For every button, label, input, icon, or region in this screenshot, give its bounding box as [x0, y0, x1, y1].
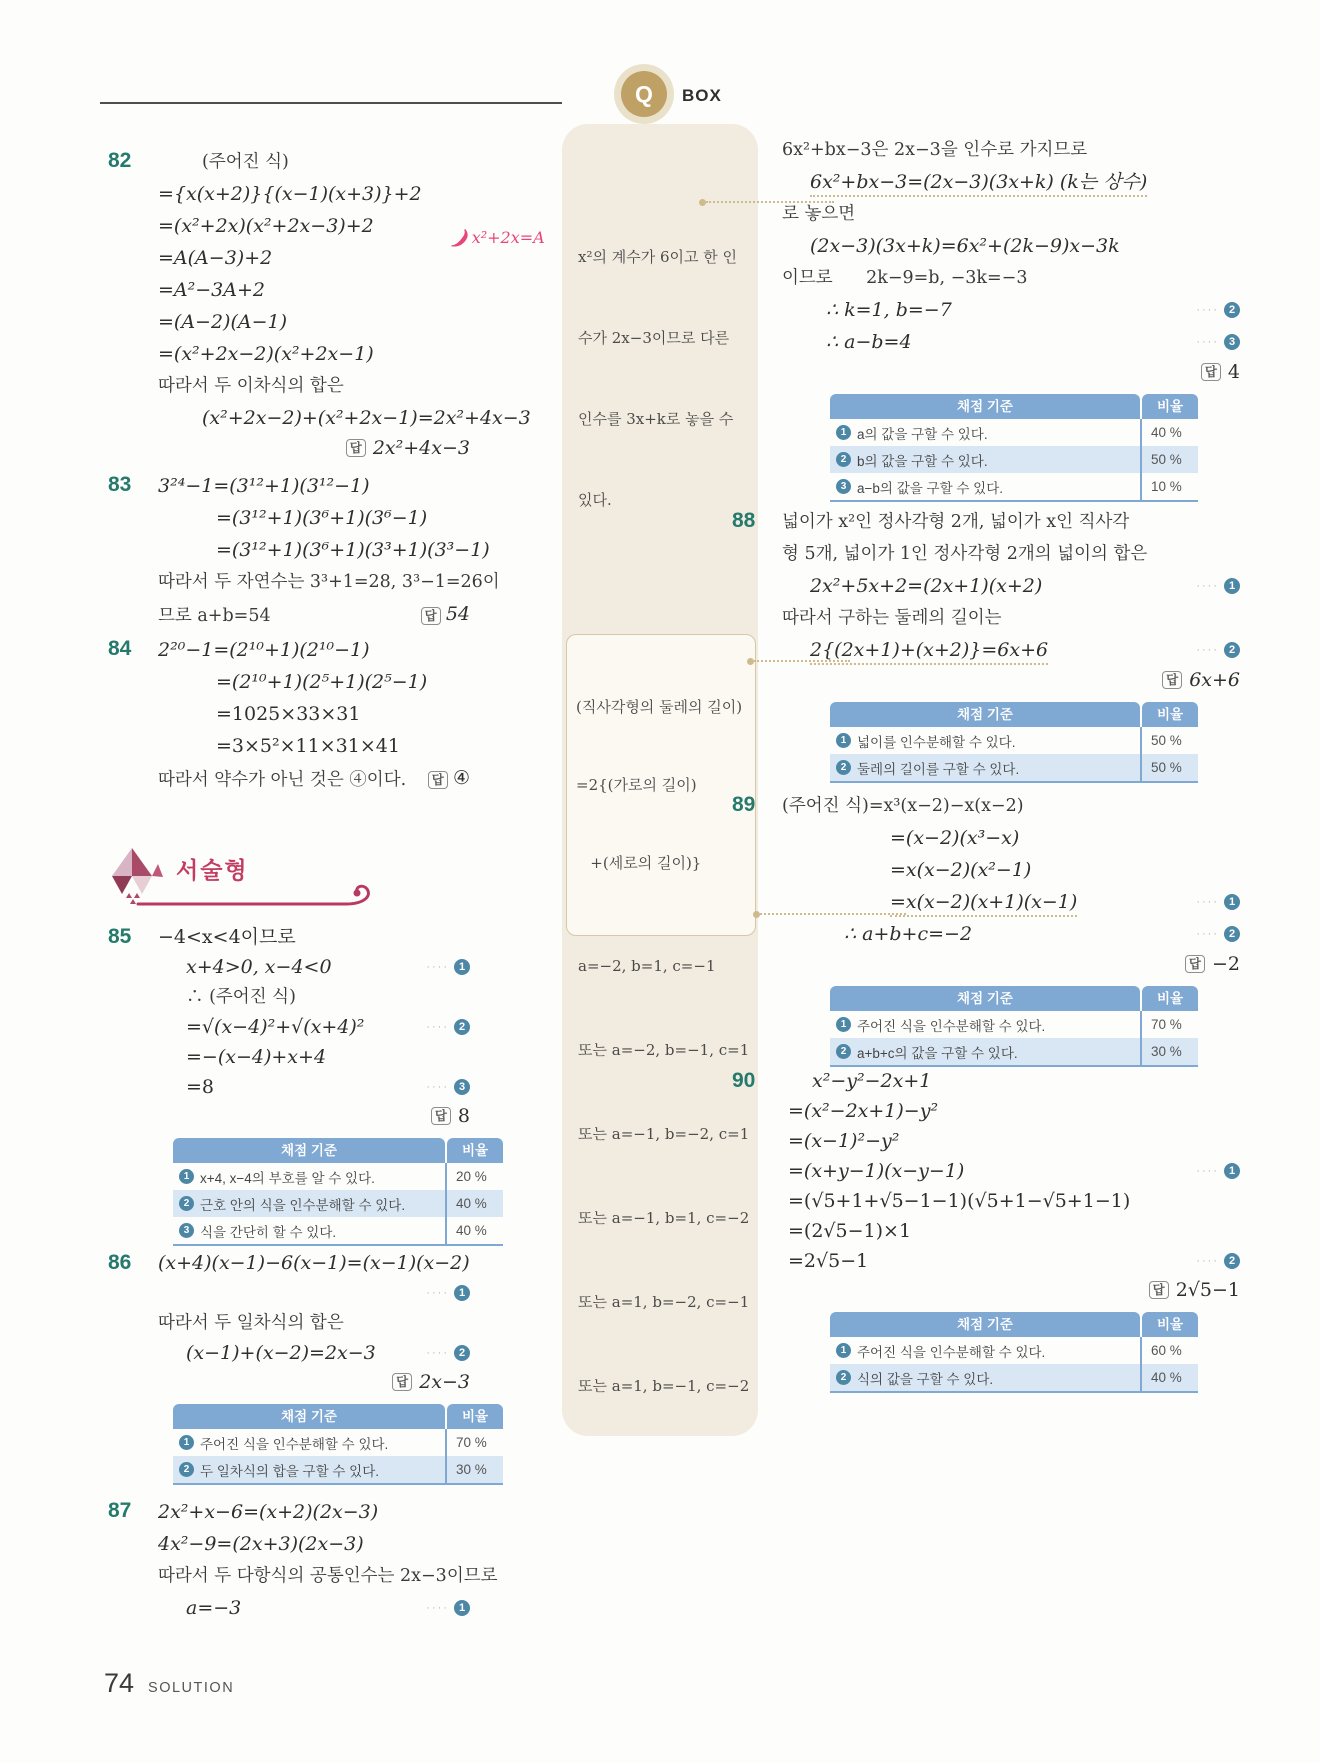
ratio-value: 40 %	[456, 1223, 487, 1238]
step-number-icon: 1	[1224, 1163, 1240, 1179]
solution-line: 넓이가 x²인 정사각형 2개, 넓이가 x인 직사각	[782, 512, 1130, 532]
solution-line: 2x²+5x+2=(2x+1)(x+2) ···· 1	[782, 570, 1240, 602]
rubric-row	[173, 1456, 503, 1485]
solution-line: ∴ a−b=4 ···· 3	[782, 326, 1240, 358]
substitution-note: )x²+2x=A	[451, 223, 545, 254]
solution-line: =8 ···· 3	[158, 1072, 470, 1102]
solution-line: =(x²+2x)(x²+2x−3)+2	[158, 215, 374, 237]
step-marker: ···· 3	[426, 1072, 470, 1102]
solution-line: 따라서 두 이차식의 합은	[158, 376, 344, 396]
criterion-text: 주어진 식을 인수분해할 수 있다.	[857, 1018, 1046, 1034]
criterion-text: 주어진 식을 인수분해할 수 있다.	[200, 1436, 389, 1452]
solution-line: (2x−3)(3x+k)=6x²+(2k−9)x−3k	[810, 235, 1120, 257]
step-number-icon: 1	[454, 959, 470, 975]
rubric-row	[173, 1217, 503, 1246]
answer-badge: 답	[346, 439, 366, 457]
answer-value: 2x−3	[419, 1371, 470, 1393]
solution-line: =(x+y−1)(x−y−1) ···· 1	[782, 1156, 1240, 1186]
solution-line	[158, 1278, 470, 1308]
criterion-number-icon: 1	[836, 1017, 851, 1032]
rubric-table	[830, 394, 1198, 502]
criterion-number-icon: 1	[836, 1343, 851, 1358]
step-number-icon: 1	[454, 1285, 470, 1301]
answer-badge: 답	[1201, 363, 1221, 381]
ratio-value: 40 %	[1151, 1370, 1182, 1385]
criterion-text: 두 일차식의 합을 구할 수 있다.	[200, 1463, 379, 1479]
solution-line: =√(x−4)²+√(x+4)² ···· 2	[158, 1012, 470, 1042]
rubric-header-row	[830, 394, 1198, 419]
ratio-value: 30 %	[456, 1462, 487, 1477]
solution-line: =x(x−2)(x+1)(x−1) ···· 1	[782, 886, 1240, 918]
step-marker: ···· 2	[426, 1012, 470, 1042]
answer-value: 8	[457, 1105, 470, 1127]
criterion-number-icon: 2	[836, 760, 851, 775]
answer-value: 6x+6	[1189, 669, 1240, 691]
solution-line: =1025×33×31	[216, 703, 361, 725]
answer-badge: 답	[1162, 671, 1182, 689]
step-number-icon: 1	[454, 1600, 470, 1616]
rubric-ratio-header: 비율	[447, 1138, 503, 1163]
criterion-number-icon: 2	[836, 1370, 851, 1385]
problem-number: 89	[732, 793, 756, 816]
criterion-text: a+b+c의 값을 구할 수 있다.	[857, 1045, 1018, 1061]
answer-value: −2	[1211, 953, 1240, 975]
solution-line: =(√5+1+√5−1−1)(√5+1−√5+1−1)	[788, 1190, 1131, 1212]
solution-line: =(x²−2x+1)−y²	[788, 1100, 939, 1122]
problem-number: 83	[108, 473, 132, 496]
step-marker: ···· 2	[426, 1338, 470, 1368]
ratio-value: 40 %	[456, 1196, 487, 1211]
criterion-text: 주어진 식을 인수분해할 수 있다.	[857, 1344, 1046, 1360]
rubric-row	[830, 727, 1198, 754]
step-number-icon: 2	[1224, 302, 1240, 318]
solution-line: =3×5²×11×31×41	[216, 735, 400, 757]
page-number: 74	[104, 1668, 135, 1698]
answer-badge: 답	[431, 1107, 451, 1125]
rubric-ratio-header: 비율	[447, 1404, 503, 1429]
problem-number: 86	[108, 1251, 132, 1274]
ratio-value: 10 %	[1151, 479, 1182, 494]
criterion-text: b의 값을 구할 수 있다.	[857, 453, 988, 469]
step-marker: ···· 2	[1196, 918, 1240, 950]
essay-label: 서술형	[176, 857, 249, 883]
solution-line: 따라서 두 자연수는 3³+1=28, 3³−1=26이	[158, 572, 500, 592]
answer-line	[782, 666, 1240, 694]
step-marker: ···· 2	[1196, 294, 1240, 326]
solution-line: ∴ k=1, b=−7 ···· 2	[782, 294, 1240, 326]
solution-line: =(A−2)(A−1)	[158, 311, 288, 333]
answer-value: 54	[445, 603, 470, 625]
step-number-icon: 1	[1224, 894, 1240, 910]
problem-83	[108, 470, 500, 630]
solution-line: (x²+2x−2)+(x²+2x−1)=2x²+4x−3	[202, 407, 531, 429]
solution-line: a=−3 ···· 1	[158, 1592, 470, 1624]
criterion-number-icon: 1	[179, 1169, 194, 1184]
criterion-number-icon: 2	[179, 1462, 194, 1477]
solution-line: =(3¹²+1)(3⁶+1)(3³+1)(3³−1)	[216, 539, 490, 561]
answer-badge: 답	[428, 771, 448, 789]
rubric-row	[830, 446, 1198, 473]
problem-number: 85	[108, 925, 132, 948]
rubric-table	[173, 1404, 503, 1485]
solution-line: =x(x−2)(x²−1)	[890, 859, 1032, 881]
solution-line: ∴ a+b+c=−2 ···· 2	[782, 918, 1240, 950]
solution-line: (주어진 식)=x³(x−2)−x(x−2)	[782, 796, 1024, 816]
solution-line: =2√5−1 ···· 2	[782, 1246, 1240, 1276]
footer-label: SOLUTION	[148, 1680, 235, 1696]
problem-89	[732, 790, 1240, 1067]
qbox-icon	[614, 64, 674, 124]
solution-line: =(x−2)(x³−x)	[890, 827, 1020, 849]
step-number-icon: 2	[1224, 1253, 1240, 1269]
rubric-header-row	[830, 1312, 1198, 1337]
rubric-criteria-header: 채점 기준	[830, 986, 1140, 1011]
step-number-icon: 2	[1224, 926, 1240, 942]
qbox-note-factor-hint: x²의 계수가 6이고 한 인 수가 2x−3이므로 다른 인수를 3x+k로 놓을 수 있다.	[578, 248, 738, 509]
step-number-icon: 3	[1224, 334, 1240, 350]
step-marker: ···· 2	[1196, 634, 1240, 666]
rubric-ratio-header: 비율	[1142, 394, 1198, 419]
solution-line: ={x(x+2)}{(x−1)(x+3)}+2	[158, 183, 422, 205]
ratio-value: 70 %	[456, 1435, 487, 1450]
ratio-value: 40 %	[1151, 425, 1182, 440]
step-number-icon: 2	[454, 1019, 470, 1035]
problem-85	[108, 922, 489, 1246]
solution-line: 따라서 두 다항식의 공통인수는 2x−3이므로	[158, 1566, 498, 1586]
problem-number: 90	[732, 1069, 756, 1092]
answer-line	[158, 434, 470, 462]
ratio-value: 50 %	[1151, 760, 1182, 775]
solution-line: 따라서 두 일차식의 합은	[158, 1313, 344, 1333]
solution-line: (주어진 식)	[202, 152, 289, 172]
problem-86	[108, 1248, 489, 1485]
rubric-header-row	[173, 1404, 503, 1429]
answer-value: ④	[452, 767, 470, 789]
solution-line-with-answer: 므로 a+b=54 답 54	[158, 603, 470, 626]
rubric-header-row	[830, 986, 1198, 1011]
step-number-icon: 2	[454, 1345, 470, 1361]
solution-line: 2²⁰−1=(2¹⁰+1)(2¹⁰−1)	[158, 639, 370, 661]
solution-line: =−(x−4)+x+4	[186, 1046, 327, 1068]
step-number-icon: 3	[454, 1079, 470, 1095]
step-number-icon: 2	[1224, 642, 1240, 658]
solution-line: (x−1)+(x−2)=2x−3 ···· 2	[158, 1338, 470, 1368]
rubric-criteria-header: 채점 기준	[830, 394, 1140, 419]
rubric-ratio-header: 비율	[1142, 986, 1198, 1011]
rubric-criteria-header: 채점 기준	[173, 1404, 445, 1429]
solution-line: 형 5개, 넓이가 1인 정사각형 2개의 넓이의 합은	[782, 544, 1148, 564]
rubric-table	[830, 702, 1198, 783]
rubric-table	[830, 1312, 1198, 1393]
rubric-header-row	[830, 702, 1198, 727]
rubric-row	[830, 419, 1198, 446]
problem-87-continued	[782, 134, 1240, 502]
ratio-value: 30 %	[1151, 1044, 1182, 1059]
ratio-value: 50 %	[1151, 733, 1182, 748]
answer-value: 2x²+4x−3	[372, 437, 470, 459]
solution-line: =A(A−3)+2	[158, 247, 273, 269]
problem-number: 87	[108, 1499, 132, 1522]
rubric-row	[830, 473, 1198, 502]
step-marker: ···· 1	[1196, 886, 1240, 918]
qbox-note-abc-cases: a=−2, b=1, c=−1 또는 a=−2, b=−1, c=1 또는 a=−1, b=−2, c=1 또는 a=−1, b=1, c=−2 또는 a=1, b=−2, c=−1 또는 a=1, b=−1, c=−2	[578, 957, 750, 1395]
ratio-value: 20 %	[456, 1169, 487, 1184]
problem-number: 84	[108, 637, 132, 660]
rubric-row	[173, 1429, 503, 1456]
solution-line: x+4>0, x−4<0 ···· 1	[158, 952, 470, 982]
criterion-text: 넓이를 인수분해할 수 있다.	[857, 734, 1016, 750]
criterion-number-icon: 1	[836, 425, 851, 440]
solution-line: ∴ (주어진 식)	[186, 987, 296, 1007]
qbox-note-perimeter-formula: (직사각형의 둘레의 길이) =2{(가로의 길이) +(세로의 길이)}	[566, 634, 756, 936]
step-marker: ···· 2	[1196, 1246, 1240, 1276]
solution-line: 6x²+bx−3=(2x−3)(3x+k) (k는 상수)	[782, 166, 1240, 198]
rubric-header-row	[173, 1138, 503, 1163]
top-divider-rule	[100, 102, 562, 104]
rubric-criteria-header: 채점 기준	[173, 1138, 445, 1163]
solution-line-with-answer: 따라서 약수가 아닌 것은 ④이다. 답 ④	[158, 767, 470, 790]
answer-badge: 답	[392, 1373, 412, 1391]
answer-line	[782, 1276, 1240, 1304]
problem-84	[108, 634, 470, 794]
curved-brace-icon: )	[451, 223, 475, 254]
essay-section-badge	[100, 846, 440, 916]
solution-line: 4x²−9=(2x+3)(2x−3)	[158, 1533, 364, 1555]
criterion-number-icon: 2	[836, 1044, 851, 1059]
ratio-value: 70 %	[1151, 1017, 1182, 1032]
solution-line: 2{(2x+1)+(x+2)}=6x+6 ···· 2	[782, 634, 1240, 666]
rubric-row	[173, 1190, 503, 1217]
answer-badge: 답	[421, 607, 441, 625]
answer-badge: 답	[1185, 955, 1205, 973]
solution-line: (x+4)(x−1)−6(x−1)=(x−1)(x−2)	[158, 1252, 470, 1274]
step-marker: ···· 1	[1196, 1156, 1240, 1186]
rubric-row	[173, 1163, 503, 1190]
solution-line: 따라서 구하는 둘레의 길이는	[782, 608, 1002, 628]
solution-line: 3²⁴−1=(3¹²+1)(3¹²−1)	[158, 475, 370, 497]
rubric-table	[173, 1138, 503, 1246]
q-letter-icon: Q	[621, 71, 667, 117]
answer-badge: 답	[1149, 1281, 1169, 1299]
criterion-number-icon: 3	[179, 1223, 194, 1238]
rubric-row	[830, 1364, 1198, 1393]
step-number-icon: 1	[1224, 578, 1240, 594]
ratio-value: 60 %	[1151, 1343, 1182, 1358]
answer-value: 2√5−1	[1175, 1279, 1240, 1301]
criterion-text: 식의 값을 구할 수 있다.	[857, 1371, 994, 1387]
answer-value: 4	[1227, 361, 1240, 383]
rubric-table	[830, 986, 1198, 1067]
criterion-text: 둘레의 길이를 구할 수 있다.	[857, 761, 1020, 777]
rubric-criteria-header: 채점 기준	[830, 702, 1140, 727]
rubric-row	[830, 1038, 1198, 1067]
step-marker: ···· 1	[426, 952, 470, 982]
problem-90	[732, 1066, 1240, 1393]
problem-87	[108, 1496, 498, 1624]
solution-line: 이므로 2k−9=b, −3k=−3	[782, 268, 1028, 288]
rubric-row	[830, 1337, 1198, 1364]
criterion-number-icon: 1	[836, 733, 851, 748]
problem-number: 82	[108, 149, 132, 172]
rubric-criteria-header: 채점 기준	[830, 1312, 1140, 1337]
rubric-row	[830, 754, 1198, 783]
rubric-row	[830, 1011, 1198, 1038]
solution-line: =(2¹⁰+1)(2⁵+1)(2⁵−1)	[216, 671, 428, 693]
criterion-text: a−b의 값을 구할 수 있다.	[857, 480, 1003, 496]
solution-line: 로 놓으면	[782, 204, 856, 224]
solution-line: =(2√5−1)×1	[788, 1220, 912, 1242]
step-marker: ···· 1	[1196, 570, 1240, 602]
qbox-label: BOX	[682, 86, 722, 105]
ratio-value: 50 %	[1151, 452, 1182, 467]
criterion-number-icon: 1	[179, 1435, 194, 1450]
step-marker: ···· 1	[426, 1592, 470, 1624]
step-marker: ···· 1	[426, 1278, 470, 1308]
criterion-text: x+4, x−4의 부호를 알 수 있다.	[200, 1170, 375, 1186]
swoosh-underline-icon	[134, 876, 394, 910]
criterion-number-icon: 2	[179, 1196, 194, 1211]
solution-line: 6x²+bx−3은 2x−3을 인수로 가지므로	[782, 140, 1088, 160]
criterion-number-icon: 3	[836, 479, 851, 494]
criterion-text: 근호 안의 식을 인수분해할 수 있다.	[200, 1197, 406, 1213]
problem-88	[732, 506, 1240, 783]
criterion-text: a의 값을 구할 수 있다.	[857, 426, 988, 442]
criterion-number-icon: 2	[836, 452, 851, 467]
solution-line: =(x−1)²−y²	[788, 1130, 900, 1152]
solution-line: =(3¹²+1)(3⁶+1)(3⁶−1)	[216, 507, 428, 529]
solution-line: 2x²+x−6=(x+2)(2x−3)	[158, 1501, 379, 1523]
criterion-text: 식을 간단히 할 수 있다.	[200, 1224, 337, 1240]
solution-line: −4<x<4이므로	[158, 926, 296, 948]
solution-line: =(x²+2x−2)(x²+2x−1)	[158, 343, 374, 365]
page-footer	[104, 1668, 234, 1699]
problem-number: 88	[732, 509, 756, 532]
step-marker: ···· 3	[1196, 326, 1240, 358]
solution-line: =A²−3A+2	[158, 279, 265, 301]
rubric-ratio-header: 비율	[1142, 702, 1198, 727]
solution-line: x²−y²−2x+1	[812, 1070, 932, 1092]
rubric-ratio-header: 비율	[1142, 1312, 1198, 1337]
